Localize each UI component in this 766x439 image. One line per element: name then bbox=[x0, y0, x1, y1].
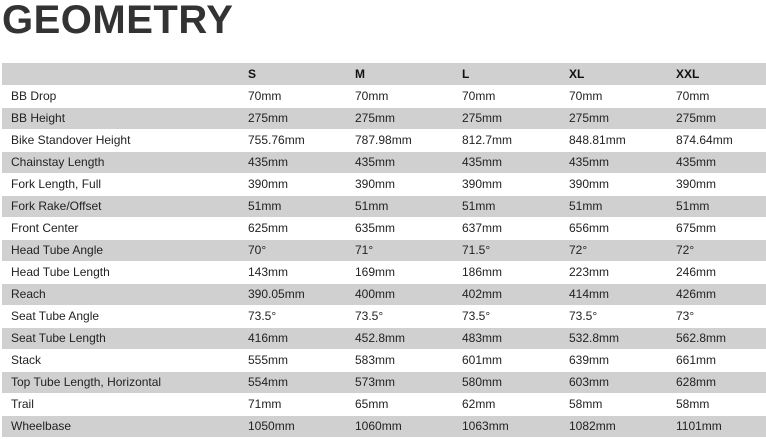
row-label: Chainstay Length bbox=[2, 151, 239, 173]
cell-size-m: 70mm bbox=[346, 85, 453, 107]
cell-size-s: 1050mm bbox=[239, 415, 346, 437]
page-title: GEOMETRY bbox=[2, 0, 234, 42]
cell-size-xxl: 426mm bbox=[667, 283, 766, 305]
cell-size-xl: 414mm bbox=[560, 283, 667, 305]
table-row bbox=[2, 85, 766, 107]
cell-size-l: 580mm bbox=[453, 371, 560, 393]
cell-size-l: 275mm bbox=[453, 107, 560, 129]
cell-size-l: 483mm bbox=[453, 327, 560, 349]
cell-size-s: 390.05mm bbox=[239, 283, 346, 305]
cell-size-xxl: 874.64mm bbox=[667, 129, 766, 151]
cell-size-xl: 72° bbox=[560, 239, 667, 261]
row-label: Trail bbox=[2, 393, 239, 415]
cell-size-s: 73.5° bbox=[239, 305, 346, 327]
table-row bbox=[2, 283, 766, 305]
table-row bbox=[2, 349, 766, 371]
geometry-table-body bbox=[2, 85, 766, 437]
cell-size-s: 51mm bbox=[239, 195, 346, 217]
row-label: Top Tube Length, Horizontal bbox=[2, 371, 239, 393]
cell-size-l: 51mm bbox=[453, 195, 560, 217]
cell-size-l: 390mm bbox=[453, 173, 560, 195]
cell-size-m: 71° bbox=[346, 239, 453, 261]
cell-size-s: 275mm bbox=[239, 107, 346, 129]
row-label: Bike Standover Height bbox=[2, 129, 239, 151]
cell-size-l: 637mm bbox=[453, 217, 560, 239]
cell-size-m: 1060mm bbox=[346, 415, 453, 437]
cell-size-m: 787.98mm bbox=[346, 129, 453, 151]
header-cell-size-xl: XL bbox=[560, 63, 667, 85]
cell-size-m: 583mm bbox=[346, 349, 453, 371]
cell-size-s: 625mm bbox=[239, 217, 346, 239]
cell-size-m: 573mm bbox=[346, 371, 453, 393]
cell-size-l: 62mm bbox=[453, 393, 560, 415]
row-label: Stack bbox=[2, 349, 239, 371]
cell-size-xl: 1082mm bbox=[560, 415, 667, 437]
row-label: Seat Tube Length bbox=[2, 327, 239, 349]
table-row bbox=[2, 305, 766, 327]
cell-size-l: 1063mm bbox=[453, 415, 560, 437]
cell-size-xl: 58mm bbox=[560, 393, 667, 415]
cell-size-m: 275mm bbox=[346, 107, 453, 129]
table-row bbox=[2, 107, 766, 129]
cell-size-m: 635mm bbox=[346, 217, 453, 239]
cell-size-s: 390mm bbox=[239, 173, 346, 195]
cell-size-s: 70mm bbox=[239, 85, 346, 107]
table-row bbox=[2, 195, 766, 217]
header-cell-size-l: L bbox=[453, 63, 560, 85]
cell-size-l: 71.5° bbox=[453, 239, 560, 261]
table-row bbox=[2, 129, 766, 151]
table-row bbox=[2, 173, 766, 195]
cell-size-s: 435mm bbox=[239, 151, 346, 173]
cell-size-xxl: 1101mm bbox=[667, 415, 766, 437]
cell-size-xxl: 628mm bbox=[667, 371, 766, 393]
table-row bbox=[2, 393, 766, 415]
header-cell-label bbox=[2, 63, 239, 85]
cell-size-l: 601mm bbox=[453, 349, 560, 371]
row-label: BB Height bbox=[2, 107, 239, 129]
cell-size-xxl: 435mm bbox=[667, 151, 766, 173]
cell-size-s: 555mm bbox=[239, 349, 346, 371]
cell-size-xl: 848.81mm bbox=[560, 129, 667, 151]
header-cell-size-s: S bbox=[239, 63, 346, 85]
row-label: Wheelbase bbox=[2, 415, 239, 437]
cell-size-xl: 656mm bbox=[560, 217, 667, 239]
cell-size-s: 143mm bbox=[239, 261, 346, 283]
table-row bbox=[2, 239, 766, 261]
cell-size-l: 402mm bbox=[453, 283, 560, 305]
row-label: Front Center bbox=[2, 217, 239, 239]
cell-size-xl: 51mm bbox=[560, 195, 667, 217]
cell-size-xl: 70mm bbox=[560, 85, 667, 107]
cell-size-xxl: 562.8mm bbox=[667, 327, 766, 349]
table-row bbox=[2, 415, 766, 437]
cell-size-m: 51mm bbox=[346, 195, 453, 217]
header-cell-size-m: M bbox=[346, 63, 453, 85]
cell-size-m: 400mm bbox=[346, 283, 453, 305]
cell-size-xl: 532.8mm bbox=[560, 327, 667, 349]
cell-size-m: 452.8mm bbox=[346, 327, 453, 349]
cell-size-xxl: 675mm bbox=[667, 217, 766, 239]
cell-size-xxl: 661mm bbox=[667, 349, 766, 371]
table-row bbox=[2, 217, 766, 239]
cell-size-xl: 639mm bbox=[560, 349, 667, 371]
row-label: Reach bbox=[2, 283, 239, 305]
cell-size-xxl: 390mm bbox=[667, 173, 766, 195]
row-label: Head Tube Angle bbox=[2, 239, 239, 261]
cell-size-s: 554mm bbox=[239, 371, 346, 393]
cell-size-xxl: 73° bbox=[667, 305, 766, 327]
cell-size-l: 70mm bbox=[453, 85, 560, 107]
cell-size-s: 416mm bbox=[239, 327, 346, 349]
cell-size-m: 65mm bbox=[346, 393, 453, 415]
cell-size-xxl: 275mm bbox=[667, 107, 766, 129]
table-row bbox=[2, 327, 766, 349]
geometry-table bbox=[2, 63, 766, 438]
cell-size-m: 73.5° bbox=[346, 305, 453, 327]
header-row bbox=[2, 63, 766, 85]
cell-size-xxl: 70mm bbox=[667, 85, 766, 107]
cell-size-xl: 275mm bbox=[560, 107, 667, 129]
row-label: Fork Length, Full bbox=[2, 173, 239, 195]
cell-size-xxl: 58mm bbox=[667, 393, 766, 415]
cell-size-xxl: 72° bbox=[667, 239, 766, 261]
cell-size-xl: 73.5° bbox=[560, 305, 667, 327]
table-row bbox=[2, 261, 766, 283]
cell-size-s: 70° bbox=[239, 239, 346, 261]
table-row bbox=[2, 371, 766, 393]
cell-size-l: 435mm bbox=[453, 151, 560, 173]
cell-size-xl: 435mm bbox=[560, 151, 667, 173]
row-label: Fork Rake/Offset bbox=[2, 195, 239, 217]
cell-size-s: 71mm bbox=[239, 393, 346, 415]
cell-size-m: 169mm bbox=[346, 261, 453, 283]
row-label: BB Drop bbox=[2, 85, 239, 107]
cell-size-l: 186mm bbox=[453, 261, 560, 283]
row-label: Seat Tube Angle bbox=[2, 305, 239, 327]
cell-size-xxl: 51mm bbox=[667, 195, 766, 217]
cell-size-xl: 223mm bbox=[560, 261, 667, 283]
cell-size-xxl: 246mm bbox=[667, 261, 766, 283]
header-cell-size-xxl: XXL bbox=[667, 63, 766, 85]
cell-size-m: 390mm bbox=[346, 173, 453, 195]
cell-size-xl: 603mm bbox=[560, 371, 667, 393]
cell-size-l: 812.7mm bbox=[453, 129, 560, 151]
cell-size-m: 435mm bbox=[346, 151, 453, 173]
row-label: Head Tube Length bbox=[2, 261, 239, 283]
cell-size-l: 73.5° bbox=[453, 305, 560, 327]
table-row bbox=[2, 151, 766, 173]
cell-size-s: 755.76mm bbox=[239, 129, 346, 151]
cell-size-xl: 390mm bbox=[560, 173, 667, 195]
geometry-table-header bbox=[2, 63, 766, 85]
